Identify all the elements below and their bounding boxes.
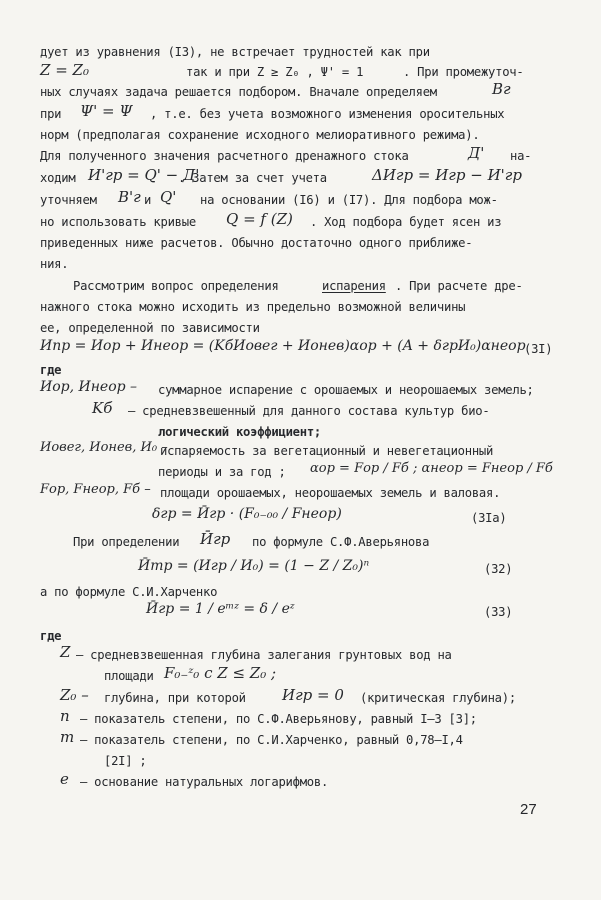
symbol-n: n <box>60 707 70 725</box>
formula-b-g: Bг <box>492 80 511 98</box>
symbol-m: m <box>60 728 75 746</box>
text-line: ее, определенной по зависимости <box>40 321 260 335</box>
symbol-z0: Z₀ – <box>60 686 89 704</box>
text-line: площади орошаемых, неорошаемых земель и валовая. <box>160 486 501 500</box>
formula-i-gr-prime: И'гр = Q' − Д' <box>88 166 200 184</box>
text-line: , т.е. без учета возможного изменения оросительных <box>150 107 505 121</box>
text-line: суммарное испарение с орошаемых и неорошаемых земель; <box>158 383 534 397</box>
text-line: Рассмотрим вопрос определения <box>73 279 279 293</box>
text-line: ходим <box>40 171 76 185</box>
formula-d-prime: Д' <box>468 144 485 162</box>
underlined-term: испарения <box>322 279 386 293</box>
text-line: так и при Z ≥ Z₀ , Ψ' = 1 <box>186 65 364 79</box>
text-line: – средневзвешенный для данного состава культур био- <box>128 404 490 418</box>
text-line: – основание натуральных логарифмов. <box>80 775 329 789</box>
text-line: нажного стока можно исходить из предельно возможной величины <box>40 300 466 314</box>
text-line: приведенных ниже расчетов. Обычно достаточно одного приближе- <box>40 236 473 250</box>
symbol-i-oveg: Иовег, Ионев, И₀ – <box>40 440 168 455</box>
formula-evaporation: Ипр = Иор + Инеор = (KбИовег + Ионев)αор + (A + δгрИ₀)αнеор <box>40 338 526 354</box>
text-line: при <box>40 107 62 121</box>
formula-delta-i-gr: ΔИгр = Игр − И'гр <box>372 166 522 184</box>
formula-averyanov: Ӣтр = (Игр / И₀) = (1 − Z / Z₀)ⁿ <box>138 558 370 574</box>
text-line: . Ход подбора будет ясен из <box>310 215 502 229</box>
text-line: норм (предполагая сохранение исходного мелиоративного режима). <box>40 128 480 142</box>
where-label: где <box>40 629 62 643</box>
formula-alpha: αор = Fор / Fб ; αнеор = Fнеор / Fб <box>310 461 553 476</box>
where-label: где <box>40 363 62 377</box>
text-line: а по формуле С.И.Харченко <box>40 585 218 599</box>
equation-number: (32) <box>484 562 513 576</box>
text-line: площади <box>104 669 154 683</box>
text-line: уточняем <box>40 193 97 207</box>
formula-kharchenko: Ӣгр = 1 / eᵐᶻ = δ / eᶻ <box>146 601 295 617</box>
text-line: но использовать кривые <box>40 215 196 229</box>
equation-number: (3I) <box>524 342 553 356</box>
text-line: дует из уравнения (I3), не встречает трудностей как при <box>40 45 430 59</box>
formula-q-of-z: Q = f (Z) <box>226 210 293 228</box>
formula-z-equals-z0: Z = Z₀ <box>40 61 89 79</box>
symbol-z: Z <box>60 643 71 661</box>
text-line: (критическая глубина); <box>360 691 516 705</box>
equation-number: (3Iа) <box>471 511 507 525</box>
text-line: на- <box>510 149 532 163</box>
text-line: ния. <box>40 257 69 271</box>
text-line: – средневзвешенная глубина залегания грунтовых вод на <box>76 648 452 662</box>
text-line: – показатель степени, по С.Ф.Аверьянову, равный I–3 [3]; <box>80 712 477 726</box>
text-line: испаряемость за вегетационный и невегетационный <box>160 444 494 458</box>
text-line: . Затем за счет учета <box>178 171 327 185</box>
formula-q-prime: Q' <box>160 188 177 206</box>
text-line: . При расчете дре- <box>395 279 523 293</box>
formula-psi: Ψ' = Ψ <box>80 102 133 120</box>
page-number: 27 <box>520 801 537 818</box>
symbol-f-areas: Fор, Fнеор, Fб – <box>40 482 151 497</box>
text-line: Для полученного значения расчетного дренажного стока <box>40 149 409 163</box>
symbol-i-gr-bar: Ӣгр <box>200 530 231 548</box>
formula-delta-gr: δгр = Ӣгр · (F₀₋₀₀ / Fнеор) <box>152 506 342 522</box>
symbol-k-b: Kб <box>92 399 113 417</box>
text-line: на основании (I6) и (I7). Для подбора мож- <box>200 193 498 207</box>
symbol-i-or-i-neor: Иор, Инеор – <box>40 379 138 395</box>
text-line: по формуле С.Ф.Аверьянова <box>252 535 430 549</box>
text-line: глубина, при которой <box>104 691 246 705</box>
text-line: логический коэффициент; <box>158 425 322 439</box>
formula-i-gr-zero: Игр = 0 <box>282 686 344 704</box>
formula-f-range: F₀₋ᶻ₀ с Z ≤ Z₀ ; <box>164 664 277 682</box>
text-line: При определении <box>73 535 180 549</box>
text-line: и <box>144 193 152 207</box>
formula-b-g-prime: B'г <box>118 188 141 206</box>
text-line: . При промежуточ- <box>403 65 524 79</box>
equation-number: (33) <box>484 605 513 619</box>
symbol-e: e <box>60 770 69 788</box>
text-line: ных случаях задача решается подбором. Вначале определяем <box>40 85 437 99</box>
text-line: периоды и за год ; <box>158 465 286 479</box>
text-line: – показатель степени, по С.И.Харченко, равный 0,78–I,4 <box>80 733 463 747</box>
text-line: [2I] ; <box>104 754 147 768</box>
